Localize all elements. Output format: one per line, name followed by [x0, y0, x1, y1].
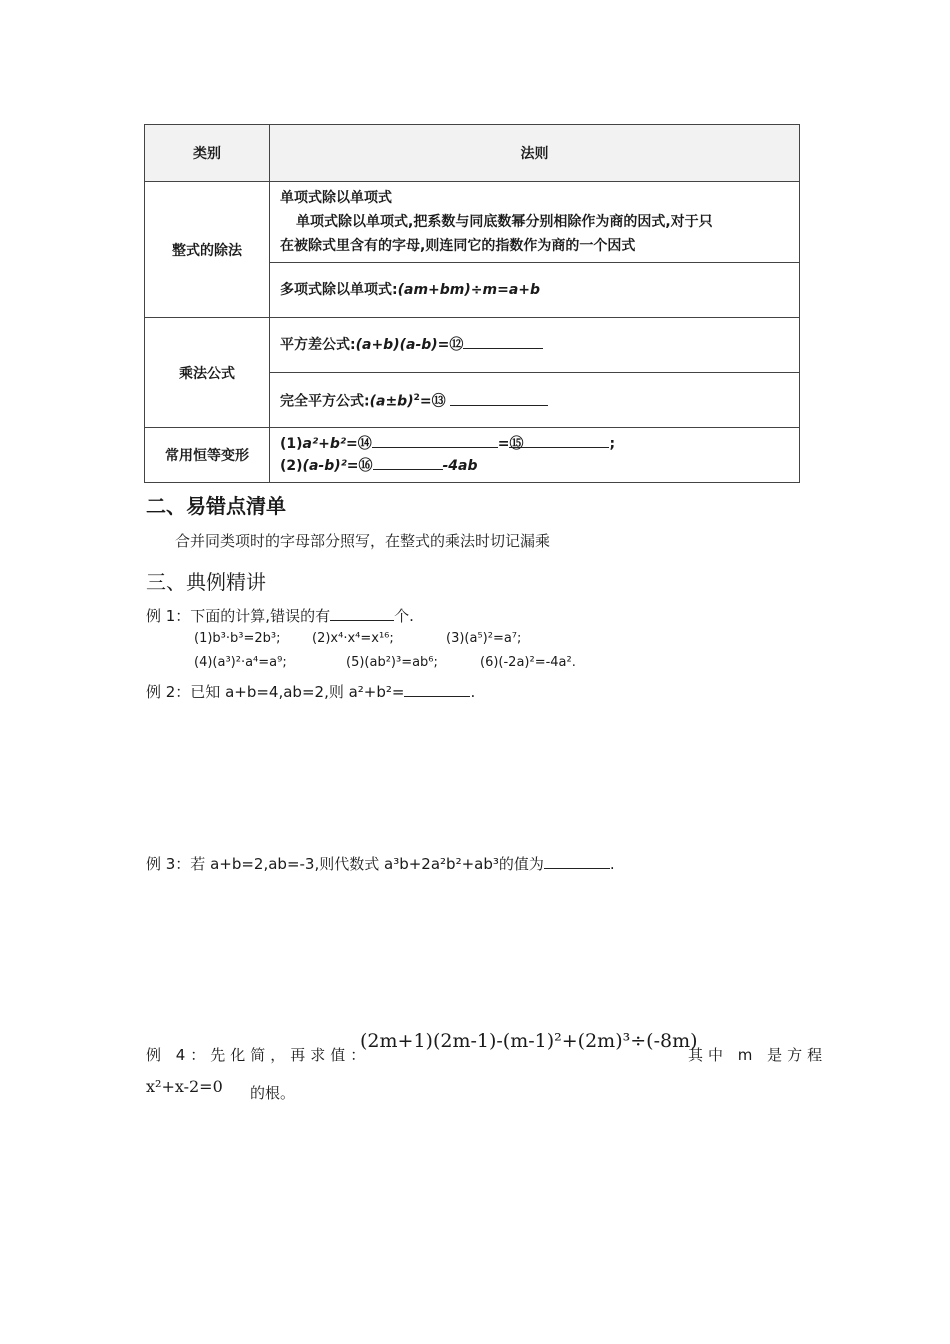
example-2-suffix: .: [470, 683, 476, 701]
rules-table: [144, 124, 800, 483]
table-row: [145, 182, 800, 263]
example-3-text: 例 3：若 a+b=2,ab=-3,则代数式 a³b+2a²b²+ab³的值为: [146, 855, 544, 873]
mono-title: 单项式除以单项式: [280, 190, 392, 206]
rule-identities: [270, 428, 800, 483]
category-division: 整式的除法: [145, 182, 270, 318]
answer-blank-16[interactable]: [373, 455, 443, 470]
example-1-prefix: 例 1：下面的计算,错误的有: [146, 607, 331, 625]
example-3-blank[interactable]: [544, 854, 610, 869]
perfect-square-formula-b: =: [419, 393, 432, 410]
identity-1-number: (1): [280, 436, 303, 452]
mono-desc-line2: 在被除式里含有的字母,则连同它的指数作为商的一个因式: [280, 238, 636, 254]
example-1-question: [146, 605, 414, 626]
rule-mono-division: [270, 182, 800, 263]
diff-squares-label: 平方差公式:: [280, 337, 356, 353]
example-2-question: [146, 681, 475, 702]
identity-line-2: [280, 455, 789, 477]
example-1-item-3: (3)(a⁵)²=a⁷;: [446, 631, 522, 646]
category-identities: 常用恒等变形: [145, 428, 270, 483]
marker-14: ⑭: [357, 436, 372, 452]
rule-perfect-square: 完全平方公式$:(a\pm b)^2=⑬$: [270, 373, 800, 428]
rule-diff-squares: [270, 318, 800, 373]
example-1-item-5: (5)(ab²)³=ab⁶;: [346, 655, 438, 670]
example-1-blank[interactable]: [330, 606, 394, 621]
table-header-row: [145, 125, 800, 182]
answer-blank-13[interactable]: [450, 391, 548, 406]
header-rule: 法则: [270, 125, 800, 182]
mono-desc-line1: 单项式除以单项式,把系数与同底数幂分别相除作为商的因式,对于只: [296, 214, 713, 230]
header-category: 类别: [145, 125, 270, 182]
example-2-text: 例 2：已知 a+b=4,ab=2,则 a²+b²=: [146, 683, 405, 701]
example-4-expression: (2m+1)(2m-1)-(m-1)²+(2m)³÷(-8m): [360, 1030, 698, 1052]
example-4-prefix: 例 4：先化简，再求值：: [146, 1046, 371, 1064]
example-1-item-4: (4)(a³)²·a⁴=a⁹;: [194, 655, 287, 670]
example-3-question: [146, 853, 615, 874]
marker-13: ⑬: [431, 393, 446, 410]
example-1-item-2: (2)x⁴·x⁴=x¹⁶;: [312, 631, 394, 646]
example-3-suffix: .: [609, 855, 615, 873]
section-2-title: 二、易错点清单: [146, 494, 286, 518]
table-row: [145, 428, 800, 483]
table-row: [145, 318, 800, 373]
example-4-tail: 的根。: [250, 1084, 296, 1102]
marker-15: ⑮: [509, 436, 524, 452]
perfect-square-label: 完全平方公式:: [280, 393, 370, 410]
example-1-item-6: (6)(-2a)²=-4a².: [480, 655, 576, 670]
identity-equals: =: [497, 436, 510, 452]
example-4-suffix: 其中 m 是方程: [688, 1046, 828, 1064]
poly-formula: (am+bm)÷m=a+b: [397, 282, 541, 298]
marker-12: ⑫: [449, 337, 464, 353]
diff-squares-formula: (a+b)(a-b)=: [355, 337, 450, 353]
marker-16: ⑯: [358, 458, 373, 474]
identity-2-tail: -4ab: [442, 458, 478, 474]
section-3-title: 三、典例精讲: [146, 570, 266, 594]
poly-label: 多项式除以单项式:: [280, 282, 398, 298]
perfect-square-formula-a: (a±b): [369, 393, 414, 410]
identity-2-number: (2): [280, 458, 303, 474]
example-4-equation: x²+x-2=0: [146, 1077, 223, 1096]
category-multiplication: 乘法公式: [145, 318, 270, 428]
example-1-item-1: (1)b³·b³=2b³;: [194, 631, 281, 646]
identity-line-1: [280, 433, 789, 455]
section-2-body: 合并同类项时的字母部分照写，在整式的乘法时切记漏乘: [175, 532, 551, 550]
identity-semicolon: ;: [609, 436, 616, 452]
answer-blank-12[interactable]: [463, 334, 543, 349]
identity-1-formula: a²+b²=: [302, 436, 358, 452]
example-2-blank[interactable]: [404, 682, 470, 697]
identity-2-formula: (a-b)²=: [302, 458, 359, 474]
answer-blank-15[interactable]: [509, 433, 609, 452]
example-1-suffix: 个.: [394, 607, 414, 625]
answer-blank-14[interactable]: [372, 433, 498, 448]
rule-poly-division: [270, 263, 800, 318]
